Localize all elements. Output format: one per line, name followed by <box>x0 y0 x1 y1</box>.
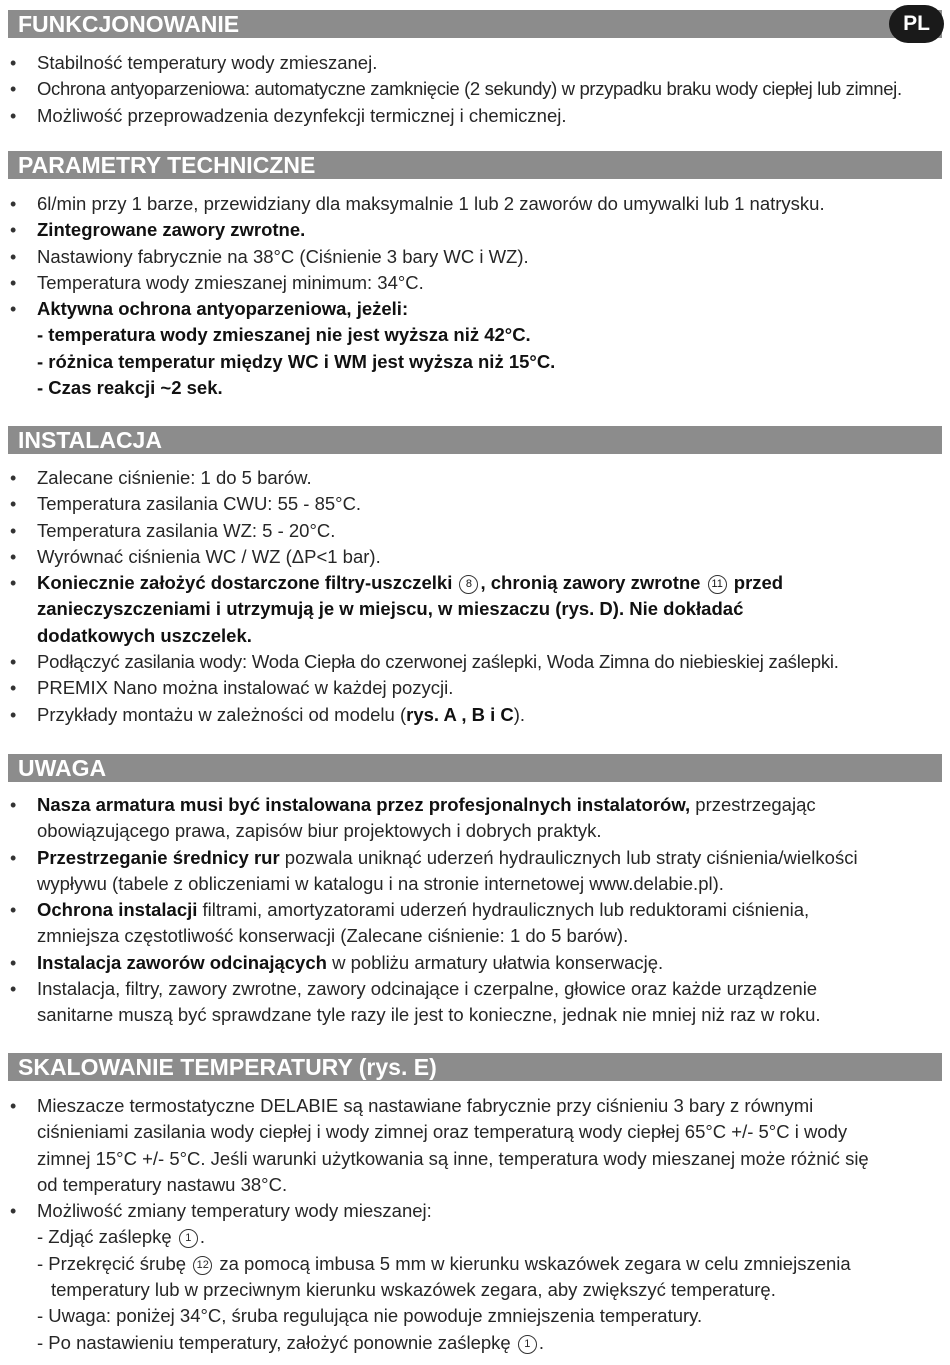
list-item: • 6l/min przy 1 barze, przewidziany dla maksymalnie 1 lub 2 zaworów do umywalki lub 1 natrysku. <box>0 191 940 217</box>
list-skalowanie <box>0 1093 940 1356</box>
list-funkcjonowanie <box>0 50 940 129</box>
list-item: • Aktywna ochrona antyoparzeniowa, jeżeli: - temperatura wody zmieszanej nie jest wyższa niż 42°C. - różnica temperatur między WC i WM jest wyższa niż 15°C. - Czas reakcji ~2 sek. <box>0 296 940 401</box>
list-item: • Instalacja, filtry, zawory zwrotne, zawory odcinające i czerpalne, głowice oraz każde urządzenie sanitarne muszą być sprawdzane tyle razy ile jest to konieczne, jednak nie mniej niż raz w roku. <box>0 976 940 1029</box>
list-item: • Stabilność temperatury wody zmieszanej. <box>0 50 940 76</box>
list-item: • Temperatura wody zmieszanej minimum: 34°C. <box>0 270 940 296</box>
list-item: • Koniecznie założyć dostarczone filtry-uszczelki 8 , chronią zawory zwrotne 11 przed zanieczyszczeniami i utrzymują je w miejscu, w mieszaczu (rys. D). Nie dokładać dodatkowych uszczelek. <box>0 570 940 649</box>
list-item: • Mieszacze termostatyczne DELABIE są nastawiane fabrycznie przy ciśnieniu 3 bary z równymi ciśnieniami zasilania wody ciepłej i wody zimnej oraz temperaturą wody ciepłej 65°C +/- 5°C i wody zimnej 15°C +/- 5°C. Jeśli warunki użytkowania są inne, temperatura wody mieszanej może różnić się od temperatury nastawu 38°C. <box>0 1093 940 1198</box>
list-item: • Przykłady montażu w zależności od modelu (rys. A , B i C). <box>0 702 940 728</box>
section-title-uwaga: UWAGA <box>8 754 942 782</box>
callout-number-1: 1 <box>179 1229 198 1248</box>
callout-number-12: 12 <box>193 1256 212 1275</box>
list-item: • Możliwość zmiany temperatury wody mieszanej: - Zdjąć zaślepkę 1 . - Przekręcić śrubę 12 za pomocą imbusa 5 mm w kierunku wskazówek zegara w celu zmniejszenia temperatury lub w przeciwnym kierunku wskazówek zegara, aby zwiększyć temperaturę. - Uwaga: poniżej 34°C, śruba regulująca nie powoduje zmniejszenia temperatury. - Po nastawieniu temperatury, założyć ponownie zaślepkę 1 . <box>0 1198 940 1356</box>
list-item: • Zintegrowane zawory zwrotne. <box>0 217 940 243</box>
callout-number-8: 8 <box>459 575 478 594</box>
callout-number-11: 11 <box>708 575 727 594</box>
list-uwaga <box>0 792 940 1029</box>
section-title-funkcjonowanie: FUNKCJONOWANIE <box>8 10 942 38</box>
list-item: • Temperatura zasilania WZ: 5 - 20°C. <box>0 518 940 544</box>
list-parametry <box>0 191 940 401</box>
language-badge: PL <box>889 5 944 43</box>
list-item: • Temperatura zasilania CWU: 55 - 85°C. <box>0 491 940 517</box>
list-item: • Nasza armatura musi być instalowana przez profesjonalnych instalatorów, przestrzegając obowiązującego prawa, zapisów biur projektowych i dobrych praktyk. <box>0 792 940 845</box>
list-item: • Zalecane ciśnienie: 1 do 5 barów. <box>0 465 940 491</box>
section-title-skalowanie: SKALOWANIE TEMPERATURY (rys. E) <box>8 1053 942 1081</box>
list-instalacja <box>0 465 940 728</box>
list-item: • Ochrona instalacji filtrami, amortyzatorami uderzeń hydraulicznych lub reduktorami ciśnienia, zmniejsza częstotliwość konserwacji (Zalecane ciśnienie: 1 do 5 barów). <box>0 897 940 950</box>
list-item: • Wyrównać ciśnienia WC / WZ (ΔP<1 bar). <box>0 544 940 570</box>
section-title-instalacja: INSTALACJA <box>8 426 942 454</box>
section-title-parametry: PARAMETRY TECHNICZNE <box>8 151 942 179</box>
callout-number-1: 1 <box>518 1335 537 1354</box>
list-item: • Ochrona antyoparzeniowa: automatyczne zamknięcie (2 sekundy) w przypadku braku wody ciepłej lub zimnej. <box>0 76 940 102</box>
list-item: • Instalacja zaworów odcinających w pobliżu armatury ułatwia konserwację. <box>0 950 940 976</box>
list-item: • Podłączyć zasilania wody: Woda Ciepła do czerwonej zaślepki, Woda Zimna do niebieskiej zaślepki. <box>0 649 940 675</box>
list-item: • Przestrzeganie średnicy rur pozwala uniknąć uderzeń hydraulicznych lub straty ciśnienia/wielkości wypływu (tabele z obliczeniami w katalogu i na stronie internetowej www.delabie.pl). <box>0 845 940 898</box>
list-item: • Nastawiony fabrycznie na 38°C (Ciśnienie 3 bary WC i WZ). <box>0 244 940 270</box>
list-item: • Możliwość przeprowadzenia dezynfekcji termicznej i chemicznej. <box>0 103 940 129</box>
list-item: • PREMIX Nano można instalować w każdej pozycji. <box>0 675 940 701</box>
